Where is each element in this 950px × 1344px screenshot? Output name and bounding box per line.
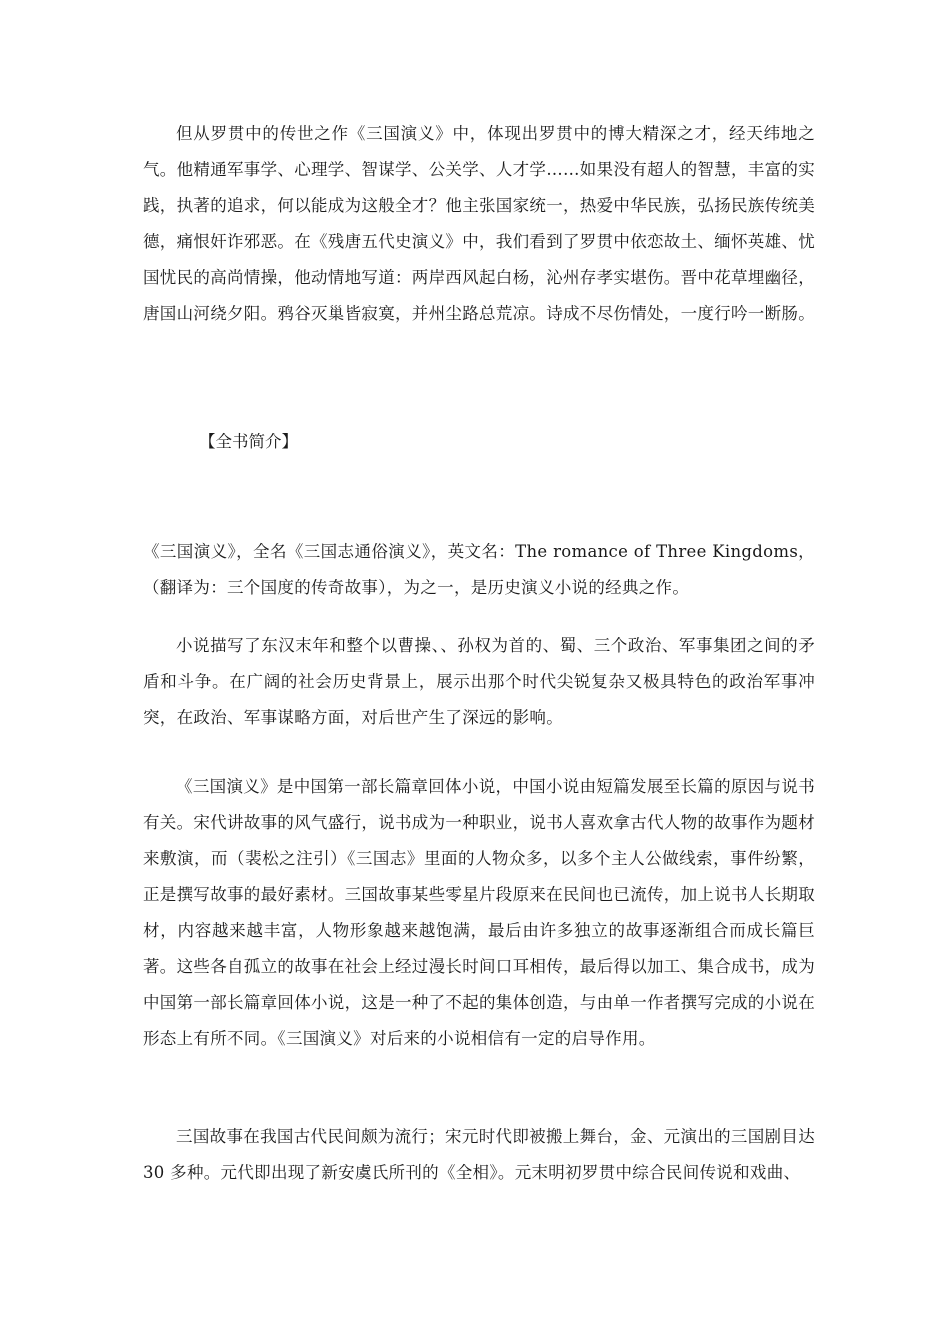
paragraph-novel-description: 小说描写了东汉末年和整个以曹操、、孙权为首的、蜀、三个政治、军事集团之间的矛盾和斗争。在广阔的社会历史背景上，展示出那个时代尖锐复杂又极具特色的政治军事冲突，在政治、军事谋略方面，对后世产生了深远的影响。 [143,636,815,727]
paragraph-book-title-intro: 《三国演义》，全名《三国志通俗演义》，英文名：The romance of Three Kingdoms，（翻译为：三个国度的传奇故事），为之一，是历史演义小说的经典之作。 [143,542,815,597]
section-heading: 【全书简介】 [199,432,298,451]
paragraph-folk-popularity: 三国故事在我国古代民间颇为流行；宋元时代即被搬上舞台，金、元演出的三国剧目达 30 多种。元代即出现了新安虞氏所刊的《全相》。元末明初罗贯中综合民间传说和戏曲、 [143,1127,815,1182]
paragraph-luo-guanzhong: 但从罗贯中的传世之作《三国演义》中，体现出罗贯中的博大精深之才，经天纬地之气。他精通军事学、心理学、智谋学、公关学、人才学……如果没有超人的智慧，丰富的实践，执著的追求，何以能成为这般全才？他主张国家统一，热爱中华民族，弘扬民族传统美德，痛恨奸诈邪恶。在《残唐五代史演义》中，我们看到了罗贯中依恋故土、缅怀英雄、忧国忧民的高尚情操，他动情地写道：两岸西风起白杨，沁州存孝实堪伤。晋中花草埋幽径，唐国山河绕夕阳。鸦谷灭巢皆寂寞，并州尘路总荒凉。诗成不尽伤情处，一度行吟一断肠。 [143,124,815,323]
paragraph-novel-origin: 《三国演义》是中国第一部长篇章回体小说，中国小说由短篇发展至长篇的原因与说书有关。宋代讲故事的风气盛行，说书成为一种职业，说书人喜欢拿古代人物的故事作为题材来敷演，而（裴松之注引）《三国志》里面的人物众多，以多个主人公做线索，事件纷繁，正是撰写故事的最好素材。三国故事某些零星片段原来在民间也已流传，加上说书人长期取材，内容越来越丰富，人物形象越来越饱满，最后由许多独立的故事逐渐组合而成长篇巨著。这些各自孤立的故事在社会上经过漫长时间口耳相传，最后得以加工、集合成书，成为中国第一部长篇章回体小说，这是一种了不起的集体创造，与由单一作者撰写完成的小说在形态上有所不同。《三国演义》对后来的小说相信有一定的启导作用。 [143,777,815,1048]
